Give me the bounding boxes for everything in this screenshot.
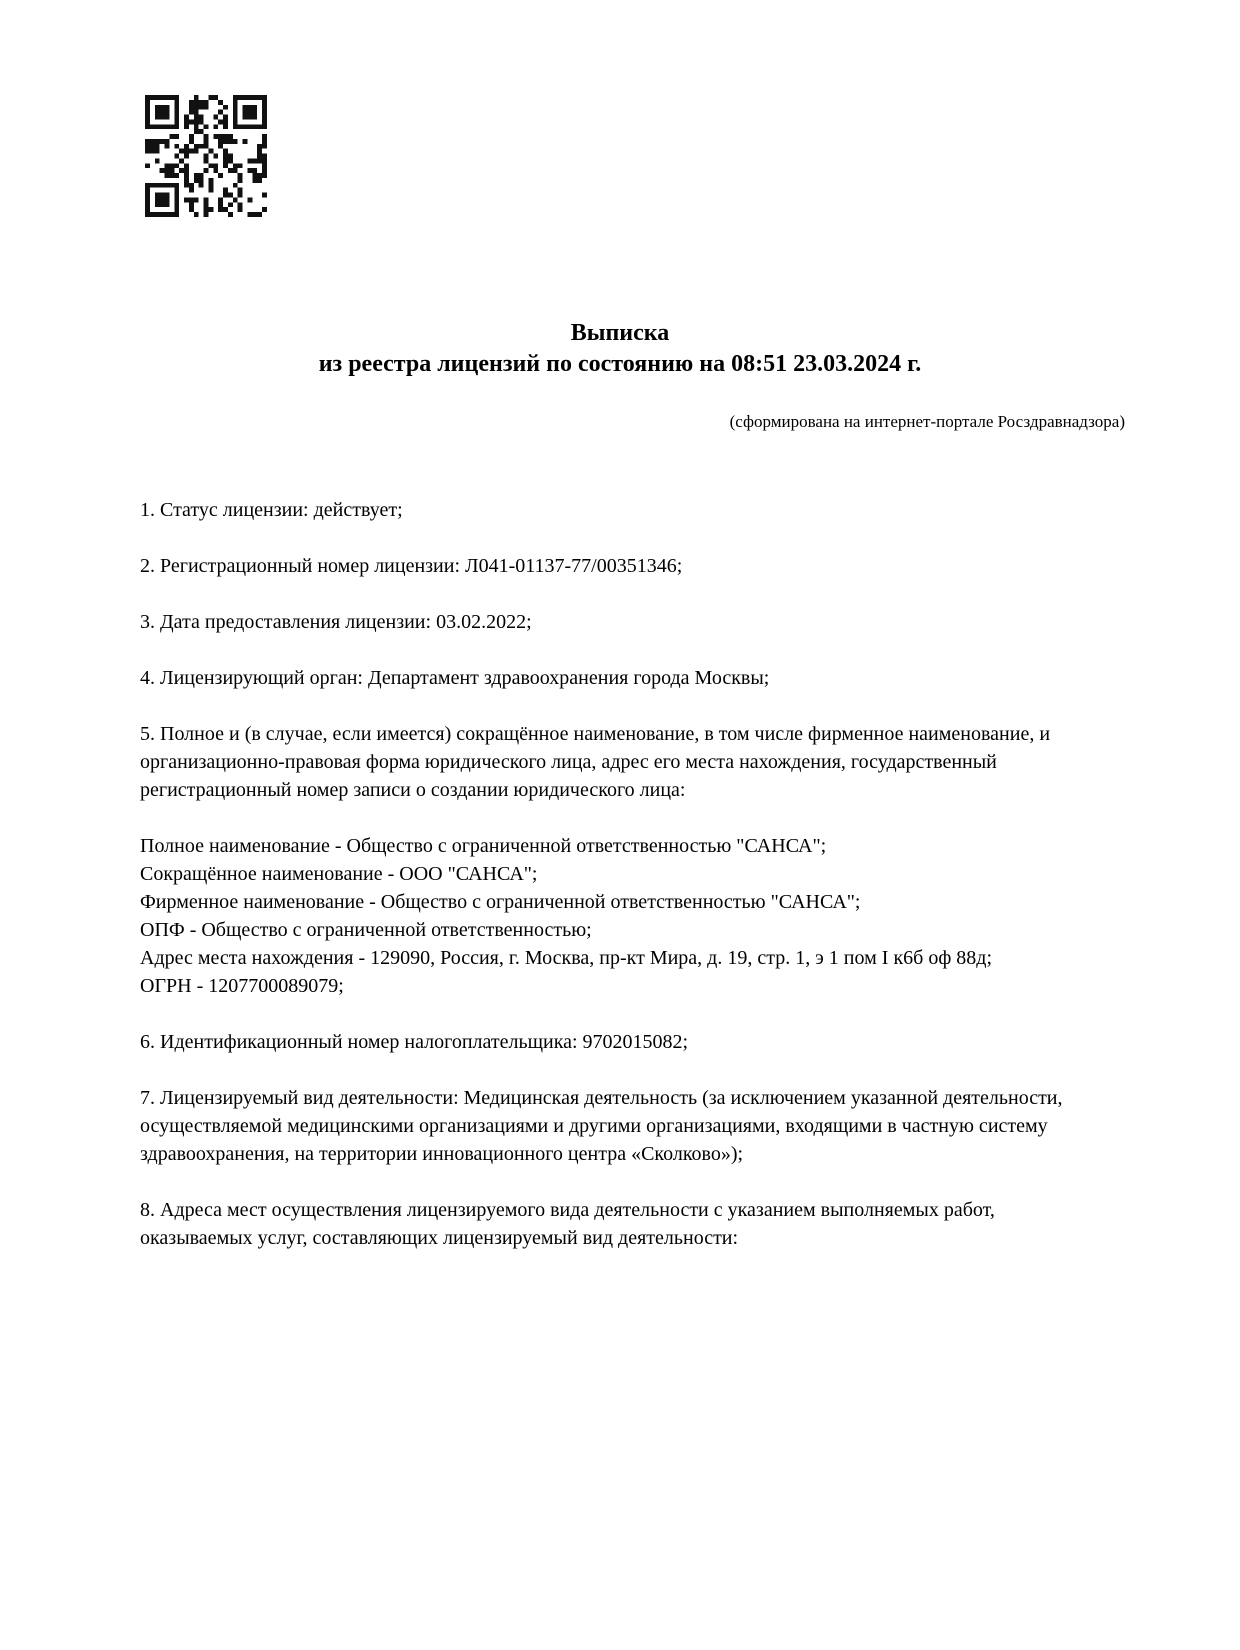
- text-line: Адрес места нахождения - 129090, Россия, г. Москва, пр-кт Мира, д. 19, стр. 1, э 1 пом I к6б оф 88д;: [140, 947, 993, 969]
- text-line: 5. Полное и (в случае, если имеется) сокращённое наименование, в том числе фирменное наименование, и организационно-правовая форма юридического лица, адрес его места нахождения, государственный регистрационный номер записи о создании юридического лица:: [140, 723, 1051, 801]
- text-line: 7. Лицензируемый вид деятельности: Медицинская деятельность (за исключением указанной деятельности, осуществляемой медицинскими организациями и другими организациями, входящими в частную систему здравоохранения, на территории инновационного центра «Сколково»);: [140, 1087, 1063, 1165]
- text-line: ОГРН - 1207700089079;: [140, 975, 344, 997]
- text-line: 6. Идентификационный номер налогоплательщика: 9702015082;: [140, 1031, 689, 1053]
- item-1-license-status: [140, 496, 1095, 524]
- item-2-registration-number: [140, 552, 1095, 580]
- item-7-licensed-activity: [140, 1084, 1095, 1168]
- text-line: 3. Дата предоставления лицензии: 03.02.2022;: [140, 611, 532, 633]
- text-line: 8. Адреса мест осуществления лицензируемого вида деятельности с указанием выполняемых работ, оказываемых услуг, составляющих лицензируемый вид деятельности:: [140, 1199, 995, 1249]
- item-8-activity-addresses: [140, 1196, 1095, 1252]
- text-line: 4. Лицензирующий орган: Департамент здравоохранения города Москвы;: [140, 667, 770, 689]
- title-line-2: из реестра лицензий по состоянию на 08:51 23.03.2024 г.: [318, 351, 922, 377]
- title-line-1: Выписка: [570, 320, 670, 346]
- document-subtitle: (сформирована на интернет-портале Росздравнадзора): [729, 412, 1125, 431]
- qr-code: [145, 95, 267, 217]
- text-line: Полное наименование - Общество с ограниченной ответственностью "САНСА";: [140, 835, 827, 857]
- text-line: Фирменное наименование - Общество с ограниченной ответственностью "САНСА";: [140, 891, 861, 913]
- text-line: 1. Статус лицензии: действует;: [140, 499, 403, 521]
- text-line: 2. Регистрационный номер лицензии: Л041-01137-77/00351346;: [140, 555, 683, 577]
- text-line: Сокращённое наименование - ООО "САНСА";: [140, 863, 538, 885]
- qr-code-image: [145, 95, 267, 217]
- document-body: [140, 496, 1095, 1252]
- item-5-entity-details: [140, 832, 1095, 1000]
- text-line: ОПФ - Общество с ограниченной ответственностью;: [140, 919, 592, 941]
- item-4-licensing-authority: [140, 664, 1095, 692]
- item-3-license-date: [140, 608, 1095, 636]
- item-5-entity-intro: [140, 720, 1095, 804]
- item-6-inn: [140, 1028, 1095, 1056]
